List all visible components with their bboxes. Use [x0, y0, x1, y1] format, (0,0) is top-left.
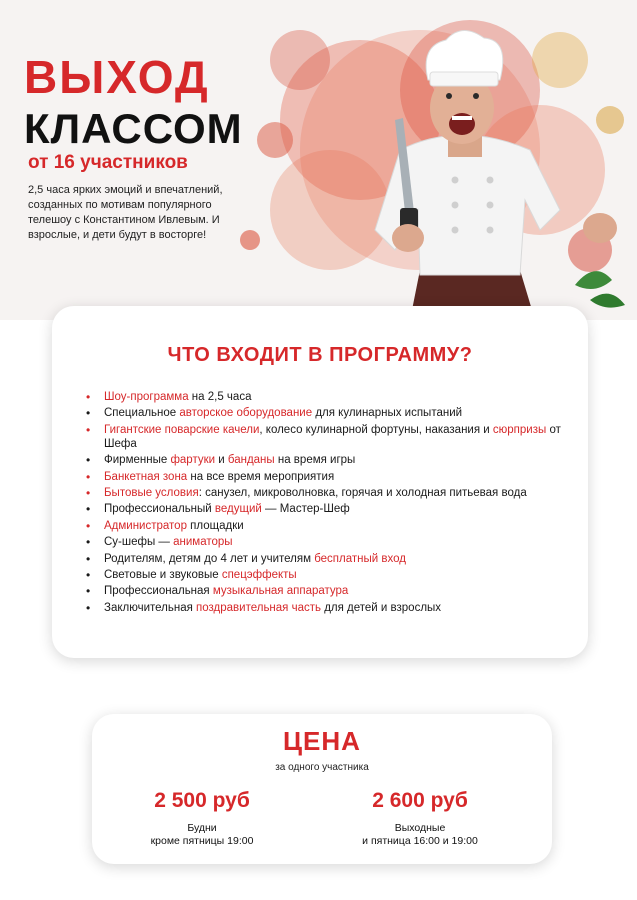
- weekday-price-block: [102, 788, 302, 848]
- program-item-text: Профессиональный: [104, 503, 215, 516]
- program-item-text: на время игры: [274, 454, 356, 467]
- program-item-highlight: Гигантские поварские качели: [104, 423, 260, 436]
- program-item-highlight: банданы: [227, 454, 275, 467]
- price-heading: ЦЕНА: [283, 726, 361, 756]
- program-item-text: Родителям, детям до 4 лет и учителям: [104, 552, 315, 565]
- program-item-text: Специальное: [104, 407, 180, 420]
- program-item-text: и: [215, 454, 228, 467]
- program-list-item: [86, 584, 566, 598]
- program-list-item: [86, 552, 566, 566]
- hero-subtitle: от 16 участников: [28, 152, 188, 173]
- program-list-item: [86, 502, 566, 516]
- program-item-text: Заключительная: [104, 601, 197, 614]
- program-item-text: на все время мероприятия: [187, 470, 335, 483]
- weekday-price: 2 500 руб: [154, 789, 250, 812]
- program-list-item: [86, 535, 566, 549]
- program-item-text: Су-шефы —: [104, 536, 174, 549]
- hero-title-line2: КЛАССОМ: [24, 105, 243, 152]
- program-list-item: [86, 406, 566, 420]
- program-item-highlight: бесплатный вход: [314, 552, 406, 565]
- hero-intro-text: 2,5 часа ярких эмоций и впечатлений, созданных по мотивам популярного телешоу с Константином Ивлевым. И взрослые, и дети будут в восторге!: [28, 184, 223, 241]
- program-card: [52, 306, 588, 658]
- program-item-highlight: Администратор: [104, 519, 187, 532]
- program-list-item: [86, 423, 566, 451]
- program-list-item: [86, 601, 566, 615]
- program-item-highlight: Шоу-программа: [104, 391, 189, 403]
- program-item-text: Профессиональная: [104, 585, 213, 598]
- program-item-highlight: аниматоры: [173, 536, 233, 549]
- program-item-highlight: Бытовые условия: [104, 486, 199, 499]
- program-item-text: для детей и взрослых: [321, 601, 442, 614]
- program-list-item: [86, 470, 566, 484]
- program-item-text: Световые и звуковые: [104, 568, 222, 581]
- program-item-highlight: музыкальная аппаратура: [212, 585, 349, 598]
- weekday-label-line1: Будни: [187, 822, 217, 834]
- program-item-highlight: ведущий: [214, 503, 262, 516]
- hero-banner: [0, 0, 637, 320]
- program-item-text: — Мастер-Шеф: [261, 503, 350, 516]
- weekday-label-line2: кроме пятницы 19:00: [150, 835, 254, 847]
- program-list-item: [86, 519, 566, 533]
- program-list: [86, 390, 566, 617]
- program-item-text: Фирменные: [104, 454, 171, 467]
- program-list-item: [86, 486, 566, 500]
- weekday-label: [102, 822, 302, 848]
- program-item-highlight: Банкетная зона: [104, 470, 188, 483]
- program-item-highlight: спецэффекты: [221, 568, 297, 581]
- program-list-item: [86, 390, 566, 404]
- program-item-highlight: сюрпризы: [492, 423, 547, 436]
- program-item-highlight: фартуки: [170, 454, 216, 467]
- weekend-price: 2 600 руб: [372, 789, 468, 812]
- program-item-text: площадки: [186, 519, 244, 532]
- program-list-item: [86, 568, 566, 582]
- weekend-label-line1: Выходные: [394, 822, 446, 834]
- program-item-text: от Шефа: [104, 423, 561, 450]
- program-item-highlight: поздравительная часть: [196, 601, 321, 614]
- program-item-text: для кулинарных испытаний: [312, 407, 463, 420]
- price-card: [92, 714, 552, 864]
- program-item-text: , колесо кулинарной фортуны, наказания и: [259, 423, 493, 436]
- weekend-price-block: [320, 788, 520, 848]
- program-heading: ЧТО ВХОДИТ В ПРОГРАММУ?: [167, 344, 473, 366]
- weekend-label-line2: и пятница 16:00 и 19:00: [362, 835, 478, 847]
- price-note: за одного участника: [275, 762, 369, 773]
- weekend-label: [320, 822, 520, 848]
- program-item-text: : санузел, микроволновка, горячая и холодная питьевая вода: [198, 486, 527, 499]
- hero-title-line1: ВЫХОД: [24, 51, 210, 103]
- program-item-text: на 2,5 часа: [188, 391, 252, 403]
- program-list-item: [86, 453, 566, 467]
- program-item-highlight: авторское оборудование: [179, 407, 313, 420]
